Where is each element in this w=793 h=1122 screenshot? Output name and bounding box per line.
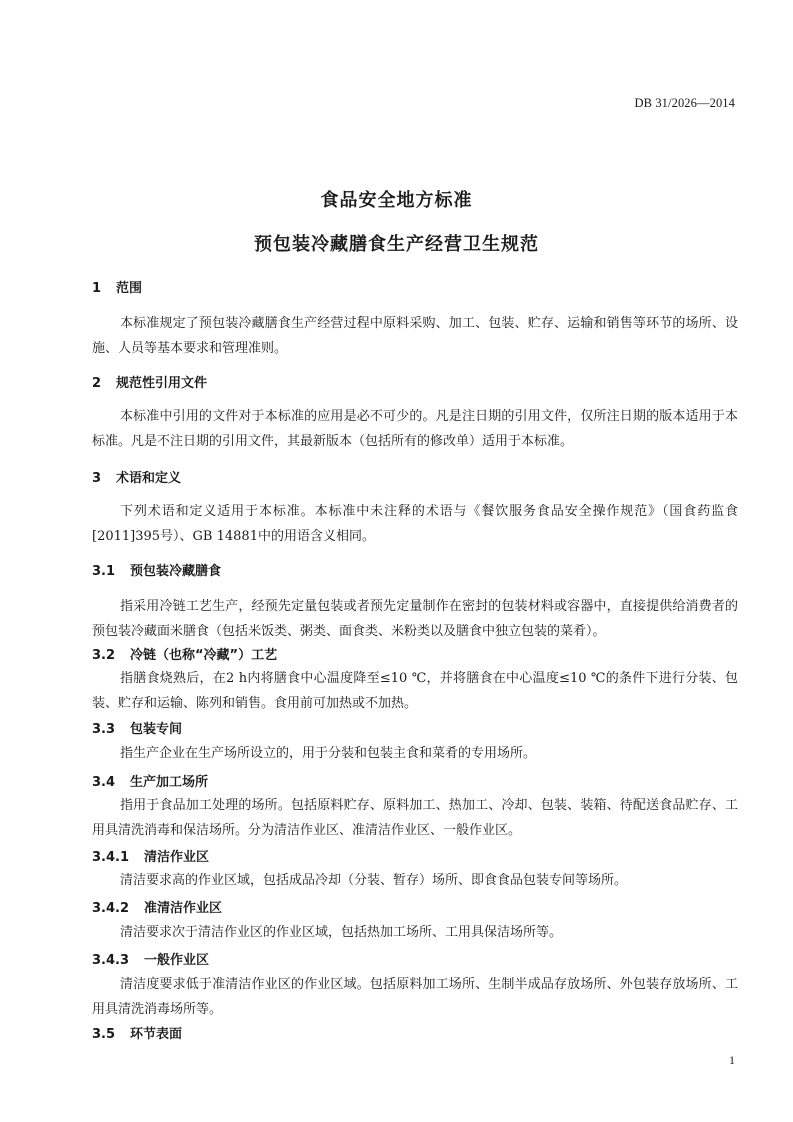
section-body: 清洁要求次于清洁作业区的作业区域，包括热加工场所、工用具保洁场所等。: [120, 925, 563, 940]
section-number: 1: [92, 281, 102, 296]
section-title: 准清洁作业区: [144, 901, 223, 916]
section-heading: [92, 846, 738, 865]
section-number: 3.4.3: [92, 953, 130, 968]
section-number: 3.1: [92, 564, 116, 579]
section-title: 环节表面: [130, 1027, 183, 1042]
section-number: 3.5: [92, 1027, 116, 1042]
section-number: 3.4: [92, 775, 116, 790]
section-number: 3.2: [92, 648, 116, 663]
section-heading: [92, 949, 738, 968]
section-heading: [92, 718, 738, 737]
document-title-line2: 预包装冷藏膳食生产经营卫生规范: [254, 234, 539, 255]
section-title: 预包装冷藏膳食: [130, 564, 222, 579]
section-title: 规范性引用文件: [116, 376, 208, 391]
section-heading: [92, 467, 738, 486]
section-title: 清洁作业区: [144, 850, 210, 865]
section-title: 一般作业区: [144, 953, 210, 968]
section-number: 3: [92, 471, 102, 486]
section-number: 3.4.2: [92, 901, 130, 916]
section-body: 清洁要求高的作业区域，包括成品冷却（分装、暂存）场所、即食食品包装专间等场所。: [120, 873, 628, 888]
section-body: 指膳食烧熟后，在2 h内将膳食中心温度降至≤10 ℃，并将膳食在中心温度≤10 ℃的条件下进行分装、包装、贮存和运输、陈列和销售。食用前可加热或不加热。: [92, 671, 738, 711]
section-body: 指生产企业在生产场所设立的，用于分装和包装主食和菜肴的专用场所。: [120, 746, 537, 761]
section-title: 生产加工场所: [130, 775, 209, 790]
section-title: 包装专间: [130, 722, 183, 737]
section-body: 下列术语和定义适用于本标准。本标准中未注释的术语与《餐饮服务食品安全操作规范》（国食药监食[2011]395号）、GB 14881中的用语含义相同。: [92, 504, 738, 544]
section-heading: [92, 277, 738, 296]
section-heading: [92, 771, 738, 790]
section-body: 本标准规定了预包装冷藏膳食生产经营过程中原料采购、加工、包装、贮存、运输和销售等环节的场所、设施、人员等基本要求和管理准则。: [92, 316, 738, 356]
section-title: 范围: [116, 281, 143, 296]
section-heading: [92, 560, 738, 579]
section-number: 3.3: [92, 722, 116, 737]
document-title-line1: 食品安全地方标准: [320, 190, 473, 211]
section-number: 2: [92, 376, 102, 391]
section-body: 本标准中引用的文件对于本标准的应用是必不可少的。凡是注日期的引用文件，仅所注日期的版本适用于本标准。凡是不注日期的引用文件，其最新版本（包括所有的修改单）适用于本标准。: [92, 409, 738, 449]
section-heading: [92, 372, 738, 391]
section-heading: [92, 1023, 738, 1042]
page-number: 1: [729, 1053, 735, 1067]
section-body: 清洁度要求低于准清洁作业区的作业区域。包括原料加工场所、生制半成品存放场所、外包装存放场所、工用具清洗消毒场所等。: [92, 977, 738, 1017]
section-title: 术语和定义: [116, 471, 182, 486]
section-heading: [92, 897, 738, 916]
standard-code: DB 31/2026—2014: [634, 96, 735, 110]
section-body: 指用于食品加工处理的场所。包括原料贮存、原料加工、热加工、冷却、包装、装箱、待配送食品贮存、工用具清洗消毒和保洁场所。分为清洁作业区、准清洁作业区、一般作业区。: [92, 798, 738, 838]
section-body: 指采用冷链工艺生产，经预先定量包装或者预先定量制作在密封的包装材料或容器中，直接提供给消费者的预包装冷藏面米膳食（包括米饭类、粥类、面食类、米粉类以及膳食中独立包装的菜肴）。: [92, 599, 738, 639]
section-number: 3.4.1: [92, 850, 130, 865]
section-heading: [92, 644, 738, 663]
section-title: 冷链（也称“冷藏”）工艺: [130, 648, 278, 663]
